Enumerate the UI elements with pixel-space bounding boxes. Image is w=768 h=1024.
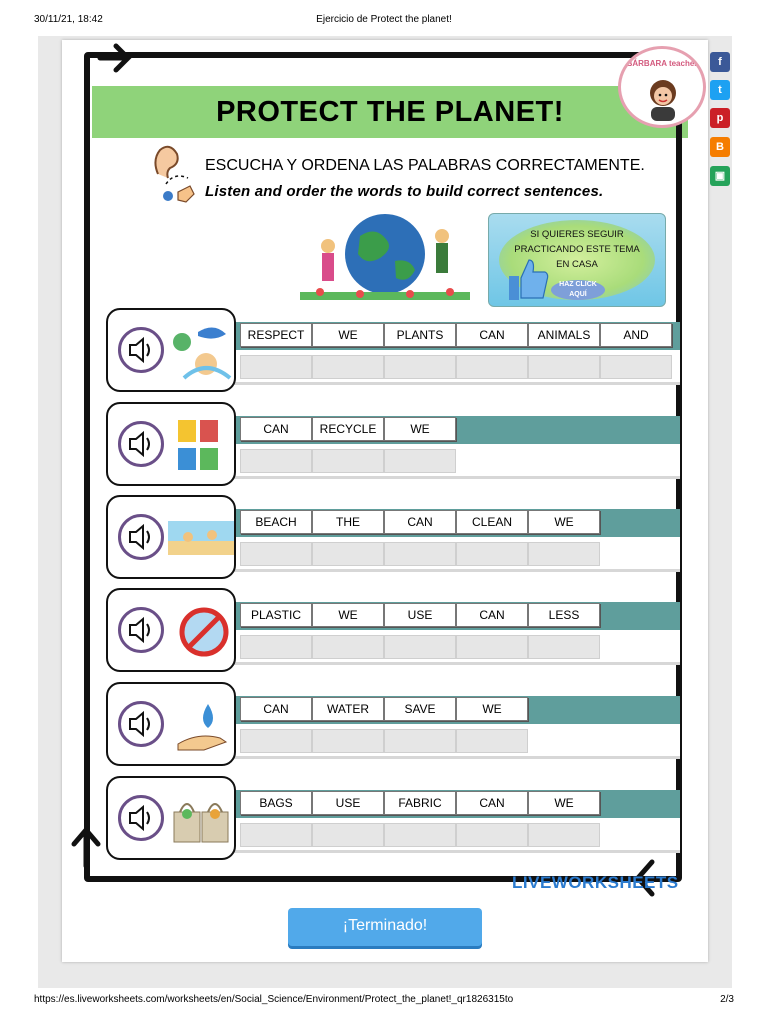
blogger-icon[interactable]: B xyxy=(710,137,730,157)
row-icon-box xyxy=(106,588,236,672)
instruction-spanish: ESCUCHA Y ORDENA LAS PALABRAS CORRECTAMENTE. xyxy=(205,157,645,174)
row-icon-box xyxy=(106,308,236,392)
answer-slot[interactable] xyxy=(528,823,600,847)
word-tile[interactable]: FABRIC xyxy=(384,791,456,815)
word-tile[interactable]: WE xyxy=(456,697,528,721)
corner-arrow-icon xyxy=(96,40,136,76)
answer-slot[interactable] xyxy=(600,355,672,379)
teacher-avatar-icon xyxy=(641,73,685,123)
answer-slot[interactable] xyxy=(240,729,312,753)
answer-slot[interactable] xyxy=(384,729,456,753)
speaker-icon[interactable] xyxy=(118,701,164,747)
answer-slot[interactable] xyxy=(240,823,312,847)
practice-promo-link[interactable] xyxy=(488,213,666,307)
liveworksheets-logo: LIVEWORKSHEETS xyxy=(512,873,679,892)
row-icon-box xyxy=(106,402,236,486)
classroom-icon[interactable]: ▣ xyxy=(710,166,730,186)
answer-slot[interactable] xyxy=(456,823,528,847)
print-footer xyxy=(0,994,768,1010)
answer-slot[interactable] xyxy=(384,449,456,473)
animals-plants-icon xyxy=(168,320,234,380)
word-tile[interactable]: LESS xyxy=(528,603,600,627)
facebook-icon[interactable]: f xyxy=(710,52,730,72)
speaker-icon[interactable] xyxy=(118,421,164,467)
author-logo xyxy=(618,46,706,128)
answer-slot[interactable] xyxy=(312,823,384,847)
answer-slot[interactable] xyxy=(384,355,456,379)
sentence-row xyxy=(106,495,680,579)
beach-icon xyxy=(168,507,234,567)
answer-slot[interactable] xyxy=(456,355,528,379)
word-tile[interactable]: WE xyxy=(528,791,600,815)
speaker-icon[interactable] xyxy=(118,327,164,373)
word-tile[interactable]: BEACH xyxy=(240,510,312,534)
answer-slot[interactable] xyxy=(312,635,384,659)
answer-slot[interactable] xyxy=(456,729,528,753)
row-icon-box xyxy=(106,682,236,766)
fabric-bags-icon xyxy=(168,788,234,848)
word-tile[interactable]: WE xyxy=(312,323,384,347)
print-header xyxy=(0,14,768,32)
answer-slot[interactable] xyxy=(384,542,456,566)
word-tile[interactable]: WE xyxy=(528,510,600,534)
word-tile[interactable]: BAGS xyxy=(240,791,312,815)
water-drop-hand-icon xyxy=(168,694,234,754)
author-logo-text: BÁRBARA teacher xyxy=(626,59,698,68)
word-tile[interactable]: CAN xyxy=(456,323,528,347)
word-tile[interactable]: WATER xyxy=(312,697,384,721)
no-plastic-icon xyxy=(168,600,234,660)
word-tile[interactable]: SAVE xyxy=(384,697,456,721)
promo-click[interactable]: HAZ CLICK AQUÍ xyxy=(551,280,605,300)
answer-slot[interactable] xyxy=(312,729,384,753)
row-icon-box xyxy=(106,495,236,579)
promo-text: SI QUIERES SEGUIR PRACTICANDO ESTE TEMA EN CASA xyxy=(514,229,640,270)
pointing-hand-icon xyxy=(160,168,200,208)
answer-slot[interactable] xyxy=(528,635,600,659)
answer-slot[interactable] xyxy=(312,355,384,379)
answer-slot[interactable] xyxy=(240,542,312,566)
answer-slot[interactable] xyxy=(240,449,312,473)
word-tile[interactable]: WE xyxy=(312,603,384,627)
pinterest-icon[interactable]: p xyxy=(710,108,730,128)
word-tile[interactable]: THE xyxy=(312,510,384,534)
sentence-row xyxy=(106,682,680,766)
print-url: https://es.liveworksheets.com/worksheets/en/Social_Science/Environment/Protect_the_planet!_qr1826315to xyxy=(34,994,514,1005)
word-tile[interactable]: USE xyxy=(384,603,456,627)
sentence-row xyxy=(106,402,680,486)
worksheet-title: PROTECT THE PLANET! xyxy=(216,96,564,128)
word-tile[interactable]: CAN xyxy=(240,417,312,441)
answer-slot[interactable] xyxy=(384,823,456,847)
answer-slot[interactable] xyxy=(312,542,384,566)
speaker-icon[interactable] xyxy=(118,795,164,841)
word-tile[interactable]: CAN xyxy=(456,791,528,815)
answer-slot[interactable] xyxy=(528,542,600,566)
answer-slot[interactable] xyxy=(240,355,312,379)
word-tile[interactable]: RESPECT xyxy=(240,323,312,347)
answer-slot[interactable] xyxy=(240,635,312,659)
word-tile[interactable]: WE xyxy=(384,417,456,441)
print-title: Ejercicio de Protect the planet! xyxy=(316,14,452,25)
answer-slot[interactable] xyxy=(528,355,600,379)
planet-illustration xyxy=(300,206,470,306)
row-icon-box xyxy=(106,776,236,860)
sentence-row xyxy=(106,776,680,860)
recycle-bins-icon xyxy=(168,414,234,474)
word-tile[interactable]: PLASTIC xyxy=(240,603,312,627)
word-tile[interactable]: CAN xyxy=(240,697,312,721)
answer-slot[interactable] xyxy=(384,635,456,659)
word-tile[interactable]: CLEAN xyxy=(456,510,528,534)
speaker-icon[interactable] xyxy=(118,607,164,653)
instruction-english: Listen and order the words to build correct sentences. xyxy=(205,183,604,200)
speaker-icon[interactable] xyxy=(118,514,164,560)
sentence-row xyxy=(106,588,680,672)
word-tile[interactable]: PLANTS xyxy=(384,323,456,347)
print-timestamp: 30/11/21, 18:42 xyxy=(34,14,103,25)
word-tile[interactable]: CAN xyxy=(384,510,456,534)
word-tile[interactable]: RECYCLE xyxy=(312,417,384,441)
word-tile[interactable]: ANIMALS xyxy=(528,323,600,347)
answer-slot[interactable] xyxy=(456,635,528,659)
thumbs-up-icon xyxy=(505,256,549,302)
print-page-number: 2/3 xyxy=(720,994,734,1005)
sentence-row xyxy=(106,308,680,392)
corner-arrow-icon xyxy=(68,822,104,870)
finish-button[interactable]: ¡Terminado! xyxy=(288,908,482,946)
word-tile[interactable]: AND xyxy=(600,323,672,347)
word-tile[interactable]: CAN xyxy=(456,603,528,627)
twitter-icon[interactable]: t xyxy=(710,80,730,100)
answer-slot[interactable] xyxy=(312,449,384,473)
word-tile[interactable]: USE xyxy=(312,791,384,815)
answer-slot[interactable] xyxy=(456,542,528,566)
